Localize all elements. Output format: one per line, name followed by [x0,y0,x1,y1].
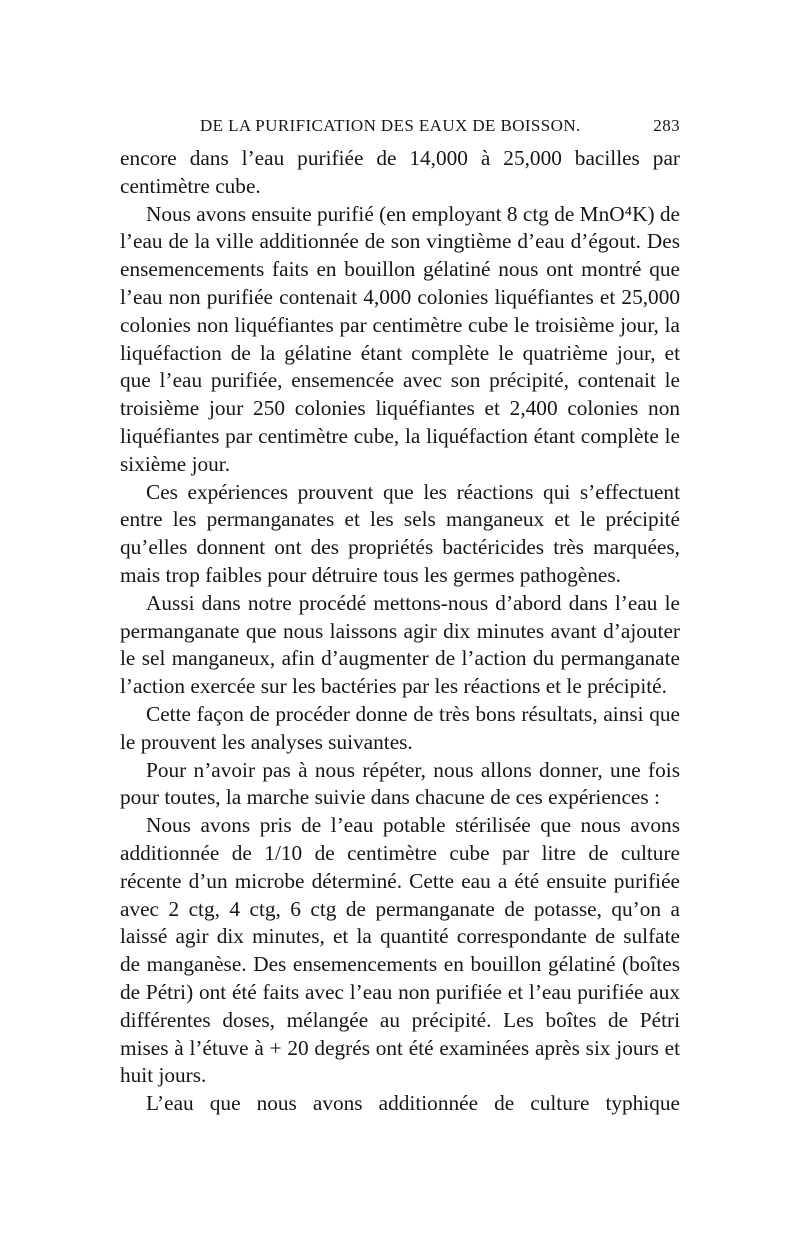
running-header [120,116,680,142]
paragraph-results: Cette façon de procéder donne de très bons résultats, ainsi que le prouvent les analyses suivantes. [120,701,680,754]
paragraph-bactericidal-properties: Ces expériences prouvent que les réactions qui s’effectuent entre les permanganates et les sels manganeux et le précipité qu’elles donnent ont des propriétés bactéricides très marquées, mais trop faibles pour détruire tous les germes pathogènes. [120,479,680,587]
paragraph-typhoid-culture: L’eau que nous avons additionnée de culture typhique [146,1091,680,1116]
body-text [120,145,680,1118]
paragraph-purification-experiment: Nous avons ensuite purifié (en employant 8 ctg de MnO⁴K) de l’eau de la ville additionnée de son vingtième d’eau d’égout. Des ensemencements faits en bouillon gélatiné nous ont montré que l’eau non purifiée contenait 4,000 colonies liquéfiantes et 25,000 colonies non liquéfiantes par centimètre cube le troisième jour, la liquéfaction de la gélatine étant complète le quatrième jour, et que l’eau purifiée, ensemencée avec son précipité, contenait le troisième jour 250 colonies liquéfiantes et 2,400 colonies non liquéfiantes par centimètre cube, la liquéfaction étant complète le sixième jour. [120,201,680,476]
paragraph-continuation: encore dans l’eau purifiée de 14,000 à 25,000 bacilles par centimètre cube. [120,146,680,198]
paragraph-method-intro: Pour n’avoir pas à nous répéter, nous allons donner, une fois pour toutes, la marche suivie dans chacune de ces expériences : [120,757,680,810]
paragraph-method: Nous avons pris de l’eau potable stérilisée que nous avons additionnée de 1/10 de centimètre cube par litre de culture récente d’un microbe déterminé. Cette eau a été ensuite purifiée avec 2 ctg, 4 ctg, 6 ctg de permanganate de potasse, qu’on a laissé agir dix minutes, et la quantité correspondante de sulfate de manganèse. Des ensemencements en bouillon gélatiné (boîtes de Pétri) ont été faits avec l’eau non purifiée et l’eau purifiée aux différentes doses, mélangée au précipité. Les boîtes de Pétri mises à l’étuve à + 20 degrés ont été examinées après six jours et huit jours. [120,813,680,1088]
paragraph-procedure: Aussi dans notre procédé mettons-nous d’abord dans l’eau le permanganate que nous laissons agir dix minutes avant d’ajouter le sel manganeux, afin d’augmenter de l’action du permanganate l’action exercée sur les bactéries par les réactions et le précipité. [120,590,680,699]
page-number: 283 [653,116,680,135]
running-title: DE LA PURIFICATION DES EAUX DE BOISSON. [200,116,581,135]
